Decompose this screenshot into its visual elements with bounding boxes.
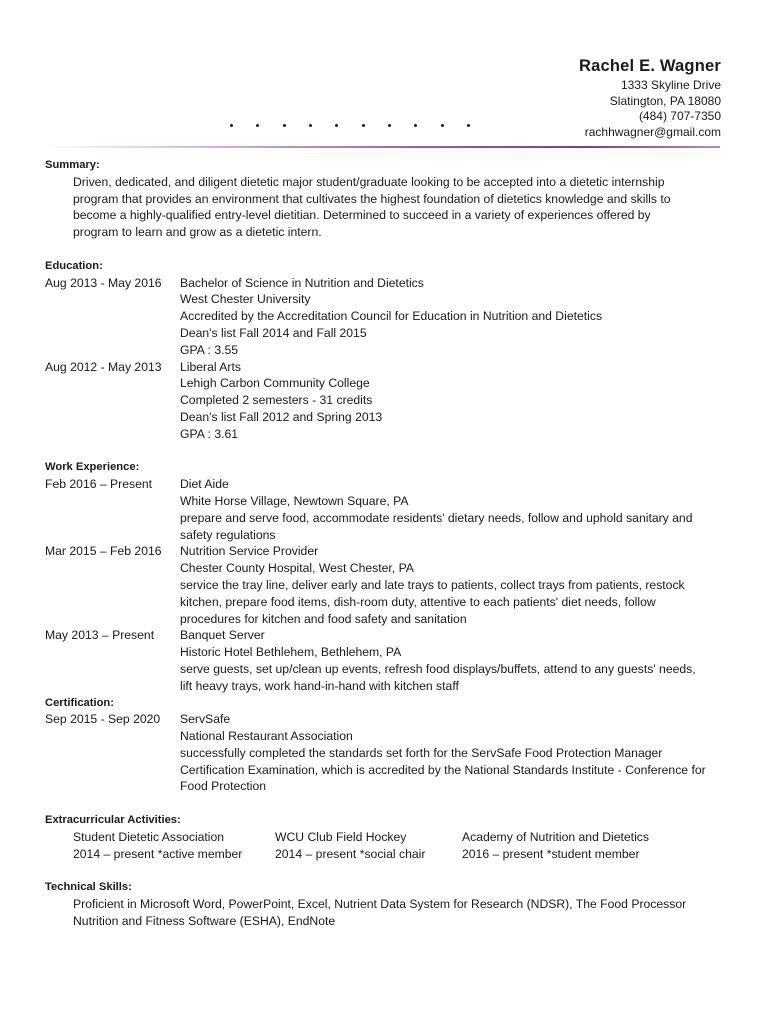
text-line: program that provides an environment that cultivates the highest foundation of dietetics knowledge and skills to <box>73 191 671 206</box>
education-entry <box>45 275 725 359</box>
dot-icon <box>362 124 365 127</box>
text-line: West Chester University <box>180 292 311 307</box>
work-entry <box>45 627 725 694</box>
header-divider <box>44 146 720 148</box>
dot-icon <box>414 124 417 127</box>
resume-header <box>579 57 721 140</box>
skills-text <box>45 896 725 930</box>
section-heading: Extracurricular Activities: <box>45 814 181 827</box>
entry-details <box>180 275 725 359</box>
dot-icon <box>230 124 233 127</box>
summary-section <box>45 157 725 241</box>
text-line: Bachelor of Science in Nutrition and Dietetics <box>180 275 424 290</box>
entry-dates: Feb 2016 – Present <box>45 477 153 492</box>
education-entry <box>45 359 725 443</box>
certification-entry <box>45 711 725 795</box>
activities-grid <box>45 829 725 863</box>
text-line: White Horse Village, Newtown Square, PA <box>180 493 409 508</box>
text-line: Nutrition and Fitness Software (ESHA), EndNote <box>73 913 336 928</box>
text-line: Accredited by the Accreditation Council for Education in Nutrition and Dietetics <box>180 309 603 324</box>
decorative-dots <box>230 124 470 127</box>
dot-icon <box>309 124 312 127</box>
text-line: Diet Aide <box>180 477 229 492</box>
text-line: procedures for kitchen and food safety and sanitation <box>180 611 467 626</box>
activity-name: Student Dietetic Association <box>73 829 225 844</box>
section-heading: Summary: <box>45 159 100 171</box>
text-line: Banquet Server <box>180 628 265 643</box>
entry-details <box>180 711 725 795</box>
text-line: National Restaurant Association <box>180 729 353 744</box>
text-line: prepare and serve food, accommodate residents' dietary needs, follow and uphold sanitary and <box>180 510 693 525</box>
entry-details <box>180 476 725 543</box>
section-heading: Education: <box>45 259 103 272</box>
extracurricular-section <box>45 812 725 862</box>
text-line: serve guests, set up/clean up events, refresh food displays/buffets, attend to any guests' needs, <box>180 661 696 676</box>
email-address: rachhwagner@gmail.com <box>584 124 721 139</box>
work-entry <box>45 543 725 627</box>
entry-details <box>180 543 725 627</box>
dot-icon <box>441 124 444 127</box>
technical-skills-section <box>45 879 725 929</box>
entry-dates: Aug 2012 - May 2013 <box>45 359 162 374</box>
activity-detail: 2016 – present *student member <box>462 846 640 861</box>
text-line: Driven, dedicated, and diligent dietetic major student/graduate looking to be accepted into a dietetic internship <box>73 174 665 189</box>
entry-dates: Mar 2015 – Feb 2016 <box>45 544 162 559</box>
text-line: service the tray line, deliver early and late trays to patients, collect trays from patients, restock <box>180 577 685 592</box>
text-line: successfully completed the standards set forth for the ServSafe Food Protection Manager <box>180 745 663 760</box>
section-heading: Certification: <box>45 696 114 709</box>
address-line: 1333 Skyline Drive <box>620 78 721 92</box>
activity-detail: 2014 – present *active member <box>73 846 243 861</box>
candidate-name: Rachel E. Wagner <box>579 57 721 75</box>
dot-icon <box>388 124 391 127</box>
dot-icon <box>283 124 286 127</box>
text-line: Chester County Hospital, West Chester, PA <box>180 561 414 576</box>
section-heading: Work Experience: <box>45 461 140 474</box>
text-line: GPA : 3.55 <box>180 342 239 357</box>
certification-section <box>45 695 725 796</box>
text-line: Nutrition Service Provider <box>180 544 319 559</box>
section-heading: Technical Skills: <box>45 881 132 894</box>
summary-text <box>45 174 725 241</box>
entry-details <box>180 359 725 443</box>
city-line: Slatington, PA 18080 <box>609 93 721 108</box>
text-line: Proficient in Microsoft Word, PowerPoint, Excel, Nutrient Data System for Research (NDSR), The Food Processor <box>73 897 687 912</box>
text-line: Lehigh Carbon Community College <box>180 376 370 391</box>
resume-body <box>45 157 725 930</box>
text-line: Completed 2 semesters - 31 credits <box>180 393 373 408</box>
phone-number: (484) 707-7350 <box>638 109 721 123</box>
entry-dates: Sep 2015 - Sep 2020 <box>45 712 161 727</box>
text-line: program to learn and grow as a dietetic intern. <box>73 225 322 240</box>
text-line: GPA : 3.61 <box>180 426 239 441</box>
text-line: Certification Examination, which is accredited by the National Standards Institute - Conference for <box>180 762 706 777</box>
entry-dates: May 2013 – Present <box>45 628 155 643</box>
text-line: Dean's list Fall 2014 and Fall 2015 <box>180 325 367 340</box>
text-line: Food Protection <box>180 779 267 794</box>
dot-icon <box>467 124 470 127</box>
entry-details <box>180 627 725 694</box>
work-entry <box>45 476 725 543</box>
text-line: lift heavy trays, work hand-in-hand with kitchen staff <box>180 678 459 693</box>
activity-name: Academy of Nutrition and Dietetics <box>462 829 649 844</box>
text-line: Historic Hotel Bethlehem, Bethlehem, PA <box>180 645 402 660</box>
text-line: safety regulations <box>180 527 276 542</box>
education-section <box>45 258 725 443</box>
activity-name: WCU Club Field Hockey <box>275 829 407 844</box>
work-experience-section <box>45 459 725 694</box>
entry-dates: Aug 2013 - May 2016 <box>45 275 162 290</box>
activity-detail: 2014 – present *social chair <box>275 846 426 861</box>
text-line: Liberal Arts <box>180 359 241 374</box>
text-line: Dean's list Fall 2012 and Spring 2013 <box>180 409 383 424</box>
text-line: become a highly-qualified entry-level dietitian. Determined to succeed in a variety of experiences offered by <box>73 208 651 223</box>
dot-icon <box>256 124 259 127</box>
text-line: kitchen, prepare food items, dish-room duty, attentive to each patients' diet needs, follow <box>180 594 656 609</box>
dot-icon <box>335 124 338 127</box>
text-line: ServSafe <box>180 712 231 727</box>
